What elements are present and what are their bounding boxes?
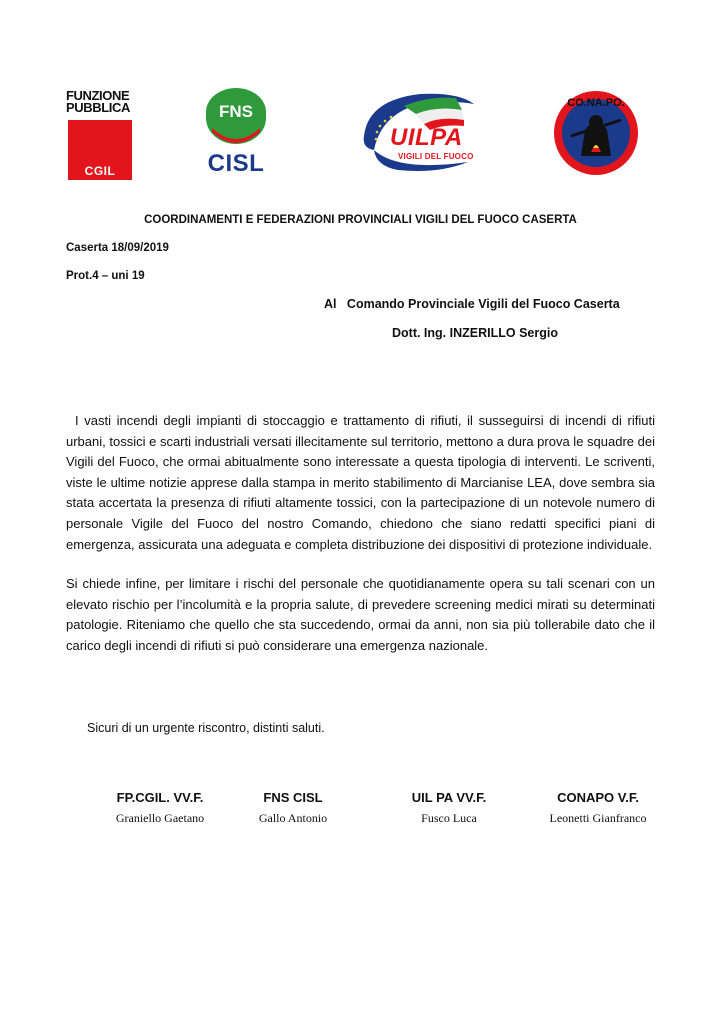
fp-logo-text — [66, 90, 134, 114]
cgil-logo-text: CGIL — [84, 164, 116, 178]
conapo-logo — [551, 90, 641, 176]
conapo-emblem — [551, 90, 641, 176]
uilpa-logo-subtext: VIGILI DEL FUOCO — [398, 152, 474, 161]
logo-strip — [0, 86, 721, 186]
fp-cgil-logo — [66, 90, 134, 180]
fp-logo-line2: PUBBLICA — [66, 100, 130, 115]
signature-block — [379, 790, 519, 826]
fns-emblem — [198, 88, 274, 150]
signature-org: FNS CISL — [263, 790, 323, 805]
uilpa-logo-text: UILPA — [390, 124, 463, 151]
signature-block — [90, 790, 230, 826]
signature-block — [528, 790, 668, 826]
fns-cisl-logo — [198, 88, 274, 180]
signature-name: Graniello Gaetano — [115, 811, 205, 825]
document-date: Caserta 18/09/2019 — [66, 242, 169, 254]
fns-logo-text: FNS — [219, 102, 253, 121]
signature-org: UIL PA VV.F. — [411, 790, 487, 805]
recipient-line-1: Al Comando Provinciale Vigili del Fuoco Caserta — [324, 297, 620, 311]
conapo-logo-text: CO.NA.PO. — [567, 97, 625, 109]
cgil-red-box — [68, 120, 132, 180]
fp-logo-line1: FUNZIONE — [66, 88, 130, 103]
signature-block — [223, 790, 363, 826]
signature-name: Leonetti Gianfranco — [549, 811, 647, 825]
document-heading: COORDINAMENTI E FEDERAZIONI PROVINCIALI VIGILI DEL FUOCO CASERTA — [144, 214, 577, 226]
body-paragraph-2: Si chiede infine, per limitare i rischi del personale che quotidianamente opera su tali scenari con un elevato rischio per l’incolumità e la propria salute, di prevedere screening medici mirati su determinati patologie. Riteniamo che quello che sta succedendo, ormai da anni, non sia più tollerabile dato che il carico degli incendi di rifiuti si può considerare una emergenza nazionale. — [66, 576, 655, 653]
cisl-logo-text: CISL — [207, 150, 265, 177]
recipient-line-2: Dott. Ing. INZERILLO Sergio — [392, 326, 558, 340]
protocol-number: Prot.4 – uni 19 — [66, 270, 145, 282]
signature-org: FP.CGIL. VV.F. — [116, 790, 204, 805]
signature-name: Gallo Antonio — [258, 811, 328, 825]
body-paragraph-1: I vasti incendi degli impianti di stoccaggio e trattamento di rifiuti, il susseguirsi di incendi di rifiuti urbani, tossici e scarti industriali versati illecitamente sul territorio, mettono a dura prova le squadre dei Vigili del Fuoco, che ormai abitualmente sono interessate a questa tipologia di interventi. Le scriventi, viste le ultime notizie apprese dalla stampa in merito stabilimento di Marcianise LEA, dove sembra sia stata accertata la presenza di rifiuti altamente tossici, con la partecipazione di un notevole numero di personale Vigile del Fuoco del nostro Comando, chiedono che siano redatti specifici piani di emergenza, assicurata una adeguata e completa distribuzione dei dispositivi di protezione individuale. — [66, 413, 655, 552]
signature-org: CONAPO V.F. — [557, 790, 639, 805]
uilpa-logo — [358, 90, 484, 176]
signature-name: Fusco Luca — [421, 811, 477, 825]
closing-line: Sicuri di un urgente riscontro, distinti saluti. — [87, 721, 325, 735]
